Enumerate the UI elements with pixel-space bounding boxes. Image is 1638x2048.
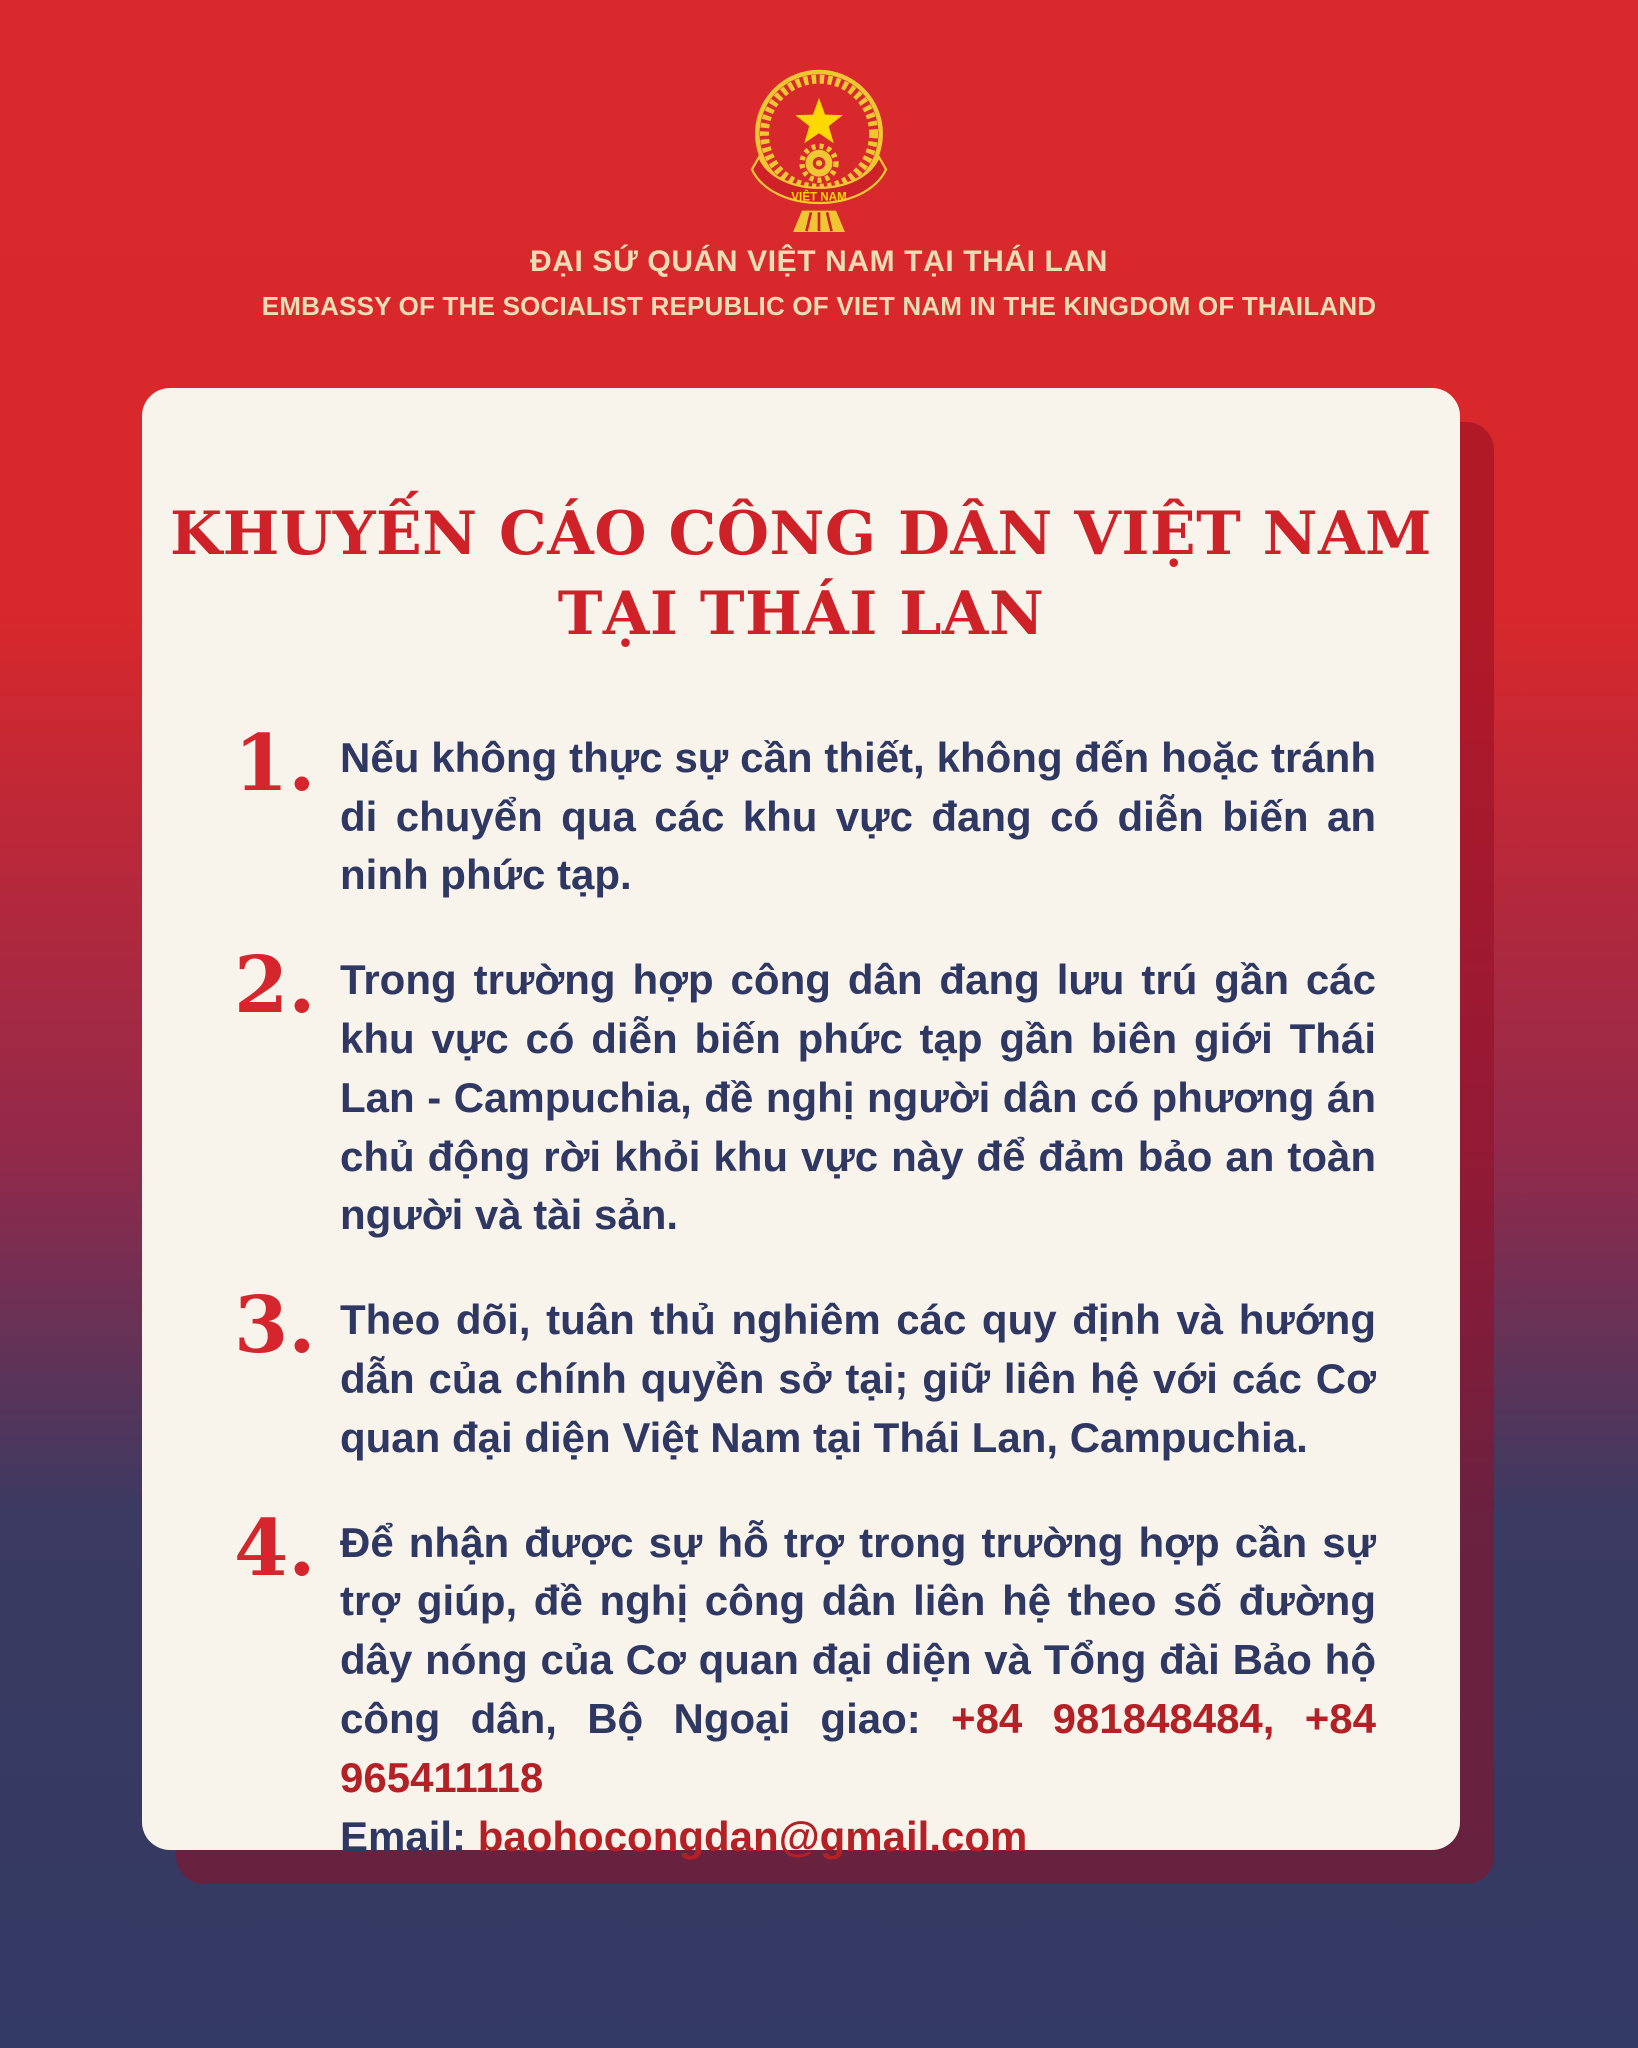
item-number: 2. [234, 940, 316, 1032]
hotline-numbers[interactable]: +84 981848484, +84 965411118 [340, 1694, 1376, 1801]
item-text [340, 1514, 1376, 1867]
item-text-prefix: Để nhận được sự hỗ trợ trong trường hợp cần sự trợ giúp, đề nghị công dân liên hệ theo số đường dây nóng của Cơ quan đại diện và Tổng đài Bảo hộ công dân, Bộ Ngoại giao: [340, 1518, 1376, 1742]
item-number: 3. [234, 1280, 316, 1372]
vietnam-national-emblem-icon [743, 62, 895, 239]
item-number: 4. [234, 1502, 316, 1594]
item-number: 1. [234, 717, 316, 809]
embassy-name-vietnamese: ĐẠI SỨ QUÁN VIỆT NAM TẠI THÁI LAN [529, 245, 1108, 278]
advisory-item-4 [234, 1502, 1376, 1867]
embassy-name-english: EMBASSY OF THE SOCIALIST REPUBLIC OF VIET NAM IN THE KINGDOM OF THAILAND [261, 291, 1377, 321]
poster-header [0, 0, 1638, 322]
advisory-card [142, 388, 1460, 1860]
advisory-item-3 [234, 1280, 1376, 1467]
emblem-ribbon-text: VIỆT NAM [791, 190, 847, 204]
advisory-item-2 [234, 940, 1376, 1245]
advisory-title [142, 494, 1460, 655]
email-label: Email: [340, 1812, 478, 1860]
item-text: Trong trường hợp công dân đang lưu trú gần các khu vực có diễn biến phức tạp gần biên giới Thái Lan - Campuchia, đề nghị người dân có phương án chủ động rời khỏi khu vực này để đảm bảo an toàn người và tài sản. [340, 956, 1376, 1239]
advisory-item-1 [234, 717, 1376, 905]
item-text: Theo dõi, tuân thủ nghiêm các quy định và hướng dẫn của chính quyền sở tại; giữ liên hệ với các Cơ quan đại diện Việt Nam tại Thái Lan, Campuchia. [340, 1296, 1376, 1461]
email-address[interactable]: baohocongdan@gmail.com [477, 1812, 1028, 1860]
advisory-title-line2: TẠI THÁI LAN [557, 579, 1045, 650]
item-text: Nếu không thực sự cần thiết, không đến hoặc tránh di chuyển qua các khu vực đang có diễn biến an ninh phức tạp. [340, 733, 1376, 899]
advisory-title-line1: KHUYẾN CÁO CÔNG DÂN VIỆT NAM [170, 499, 1432, 569]
advisory-list [234, 717, 1376, 1867]
